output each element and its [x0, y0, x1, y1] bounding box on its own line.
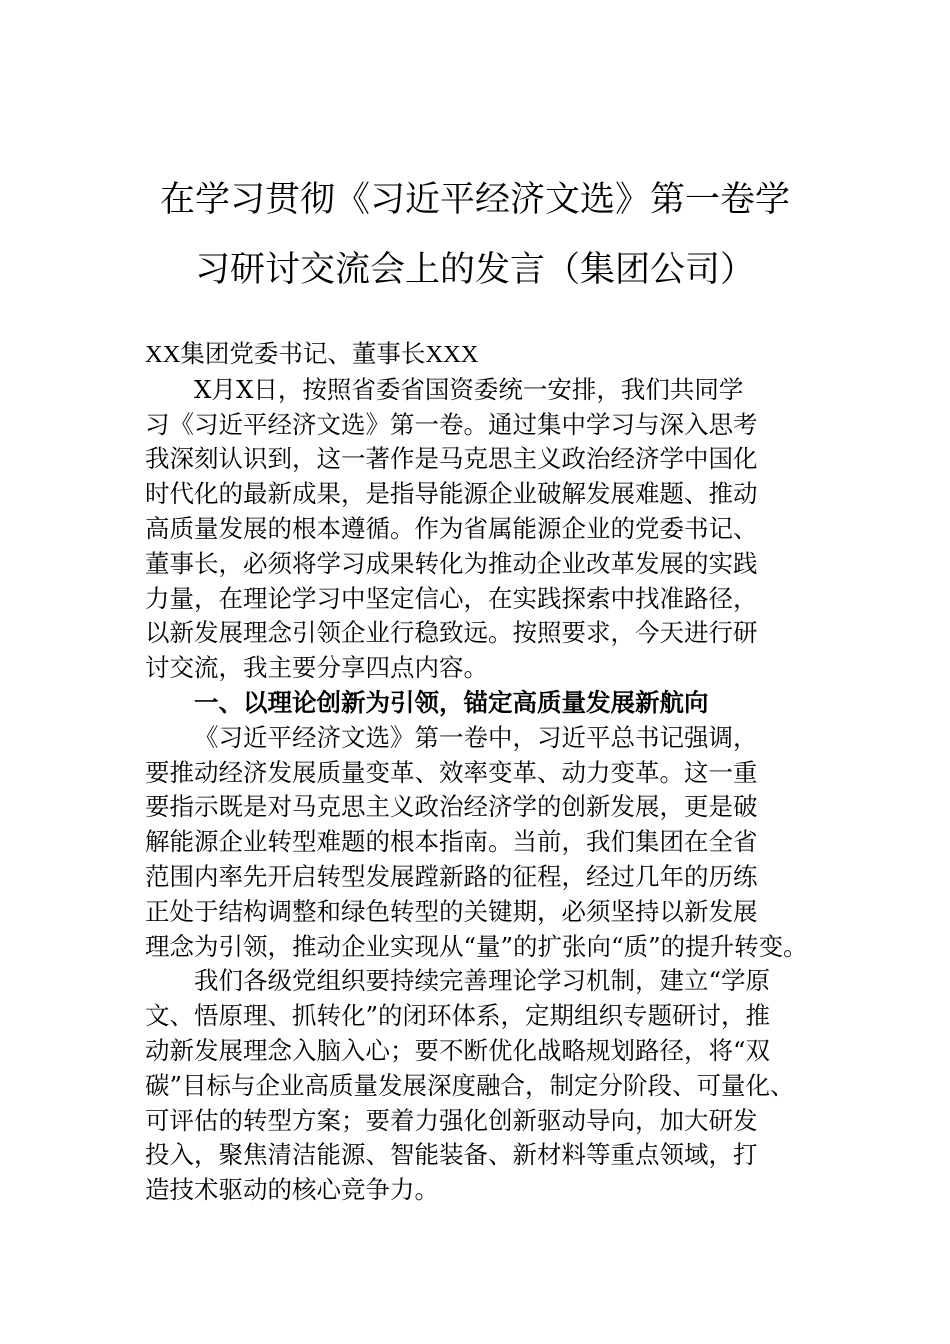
- paragraph-line: X月X日，按照省委省国资委统一安排，我们共同学: [194, 374, 744, 404]
- paragraph-line: 正处于结构调整和绿色转型的关键期，必须坚持以新发展: [145, 896, 758, 926]
- paragraph-line: 范围内率先开启转型发展蹚新路的征程，经过几年的历练: [145, 861, 758, 891]
- paragraph-line: 习《习近平经济文选》第一卷。通过集中学习与深入思考: [145, 409, 758, 439]
- paragraph-line: 讨交流，我主要分享四点内容。: [145, 653, 488, 683]
- document-title-line-1: 在学习贯彻《习近平经济文选》第一卷学: [159, 180, 790, 220]
- document-title-line-2: 习研讨交流会上的发言（集团公司）: [194, 250, 755, 290]
- paragraph-line: 董事长，必须将学习成果转化为推动企业改革发展的实践: [145, 548, 758, 578]
- paragraph-line: 动新发展理念入脑入心；要不断优化战略规划路径，将“双: [145, 1035, 771, 1065]
- paragraph-section-1b: [145, 964, 825, 1208]
- paragraph-line: 我们各级党组织要持续完善理论学习机制，建立“学原: [194, 966, 771, 996]
- paragraph-line: 投入，聚焦清洁能源、智能装备、新材料等重点领域，打: [145, 1140, 758, 1170]
- author-line: XX集团党委书记、董事长XXX: [145, 341, 479, 368]
- paragraph-line: 文、悟原理、抓转化”的闭环体系，定期组织专题研讨，推: [145, 1001, 771, 1031]
- paragraph-line: 解能源企业转型难题的根本指南。当前，我们集团在全省: [145, 827, 758, 857]
- paragraph-line: 高质量发展的根本遵循。作为省属能源企业的党委书记、: [145, 513, 758, 543]
- paragraph-line: 力量，在理论学习中坚定信心，在实践探索中找准路径，: [145, 583, 758, 613]
- paragraph-line: 造技术驱动的核心竞争力。: [145, 1175, 439, 1205]
- paragraph-line: 碳”目标与企业高质量发展深度融合，制定分阶段、可量化、: [145, 1070, 795, 1100]
- paragraph-line: 时代化的最新成果，是指导能源企业破解发展难题、推动: [145, 479, 758, 509]
- paragraph-line: 我深刻认识到，这一著作是马克思主义政治经济学中国化: [145, 444, 758, 474]
- paragraph-line: 要推动经济发展质量变革、效率变革、动力变革。这一重: [145, 757, 758, 787]
- document-body: [145, 338, 825, 1208]
- paragraph-line: 理念为引领，推动企业实现从“量”的扩张向“质”的提升转变。: [145, 931, 808, 961]
- paragraph-line: 以新发展理念引领企业行稳致远。按照要求，今天进行研: [145, 618, 758, 648]
- section-heading-1: 一、以理论创新为引领，锚定高质量发展新航向: [194, 687, 709, 717]
- paragraph-intro: [145, 373, 825, 686]
- paragraph-section-1a: [145, 721, 825, 965]
- paragraph-line: 《习近平经济文选》第一卷中，习近平总书记强调，: [194, 722, 758, 752]
- paragraph-line: 要指示既是对马克思主义政治经济学的创新发展，更是破: [145, 792, 758, 822]
- paragraph-line: 可评估的转型方案；要着力强化创新驱动导向，加大研发: [145, 1105, 758, 1135]
